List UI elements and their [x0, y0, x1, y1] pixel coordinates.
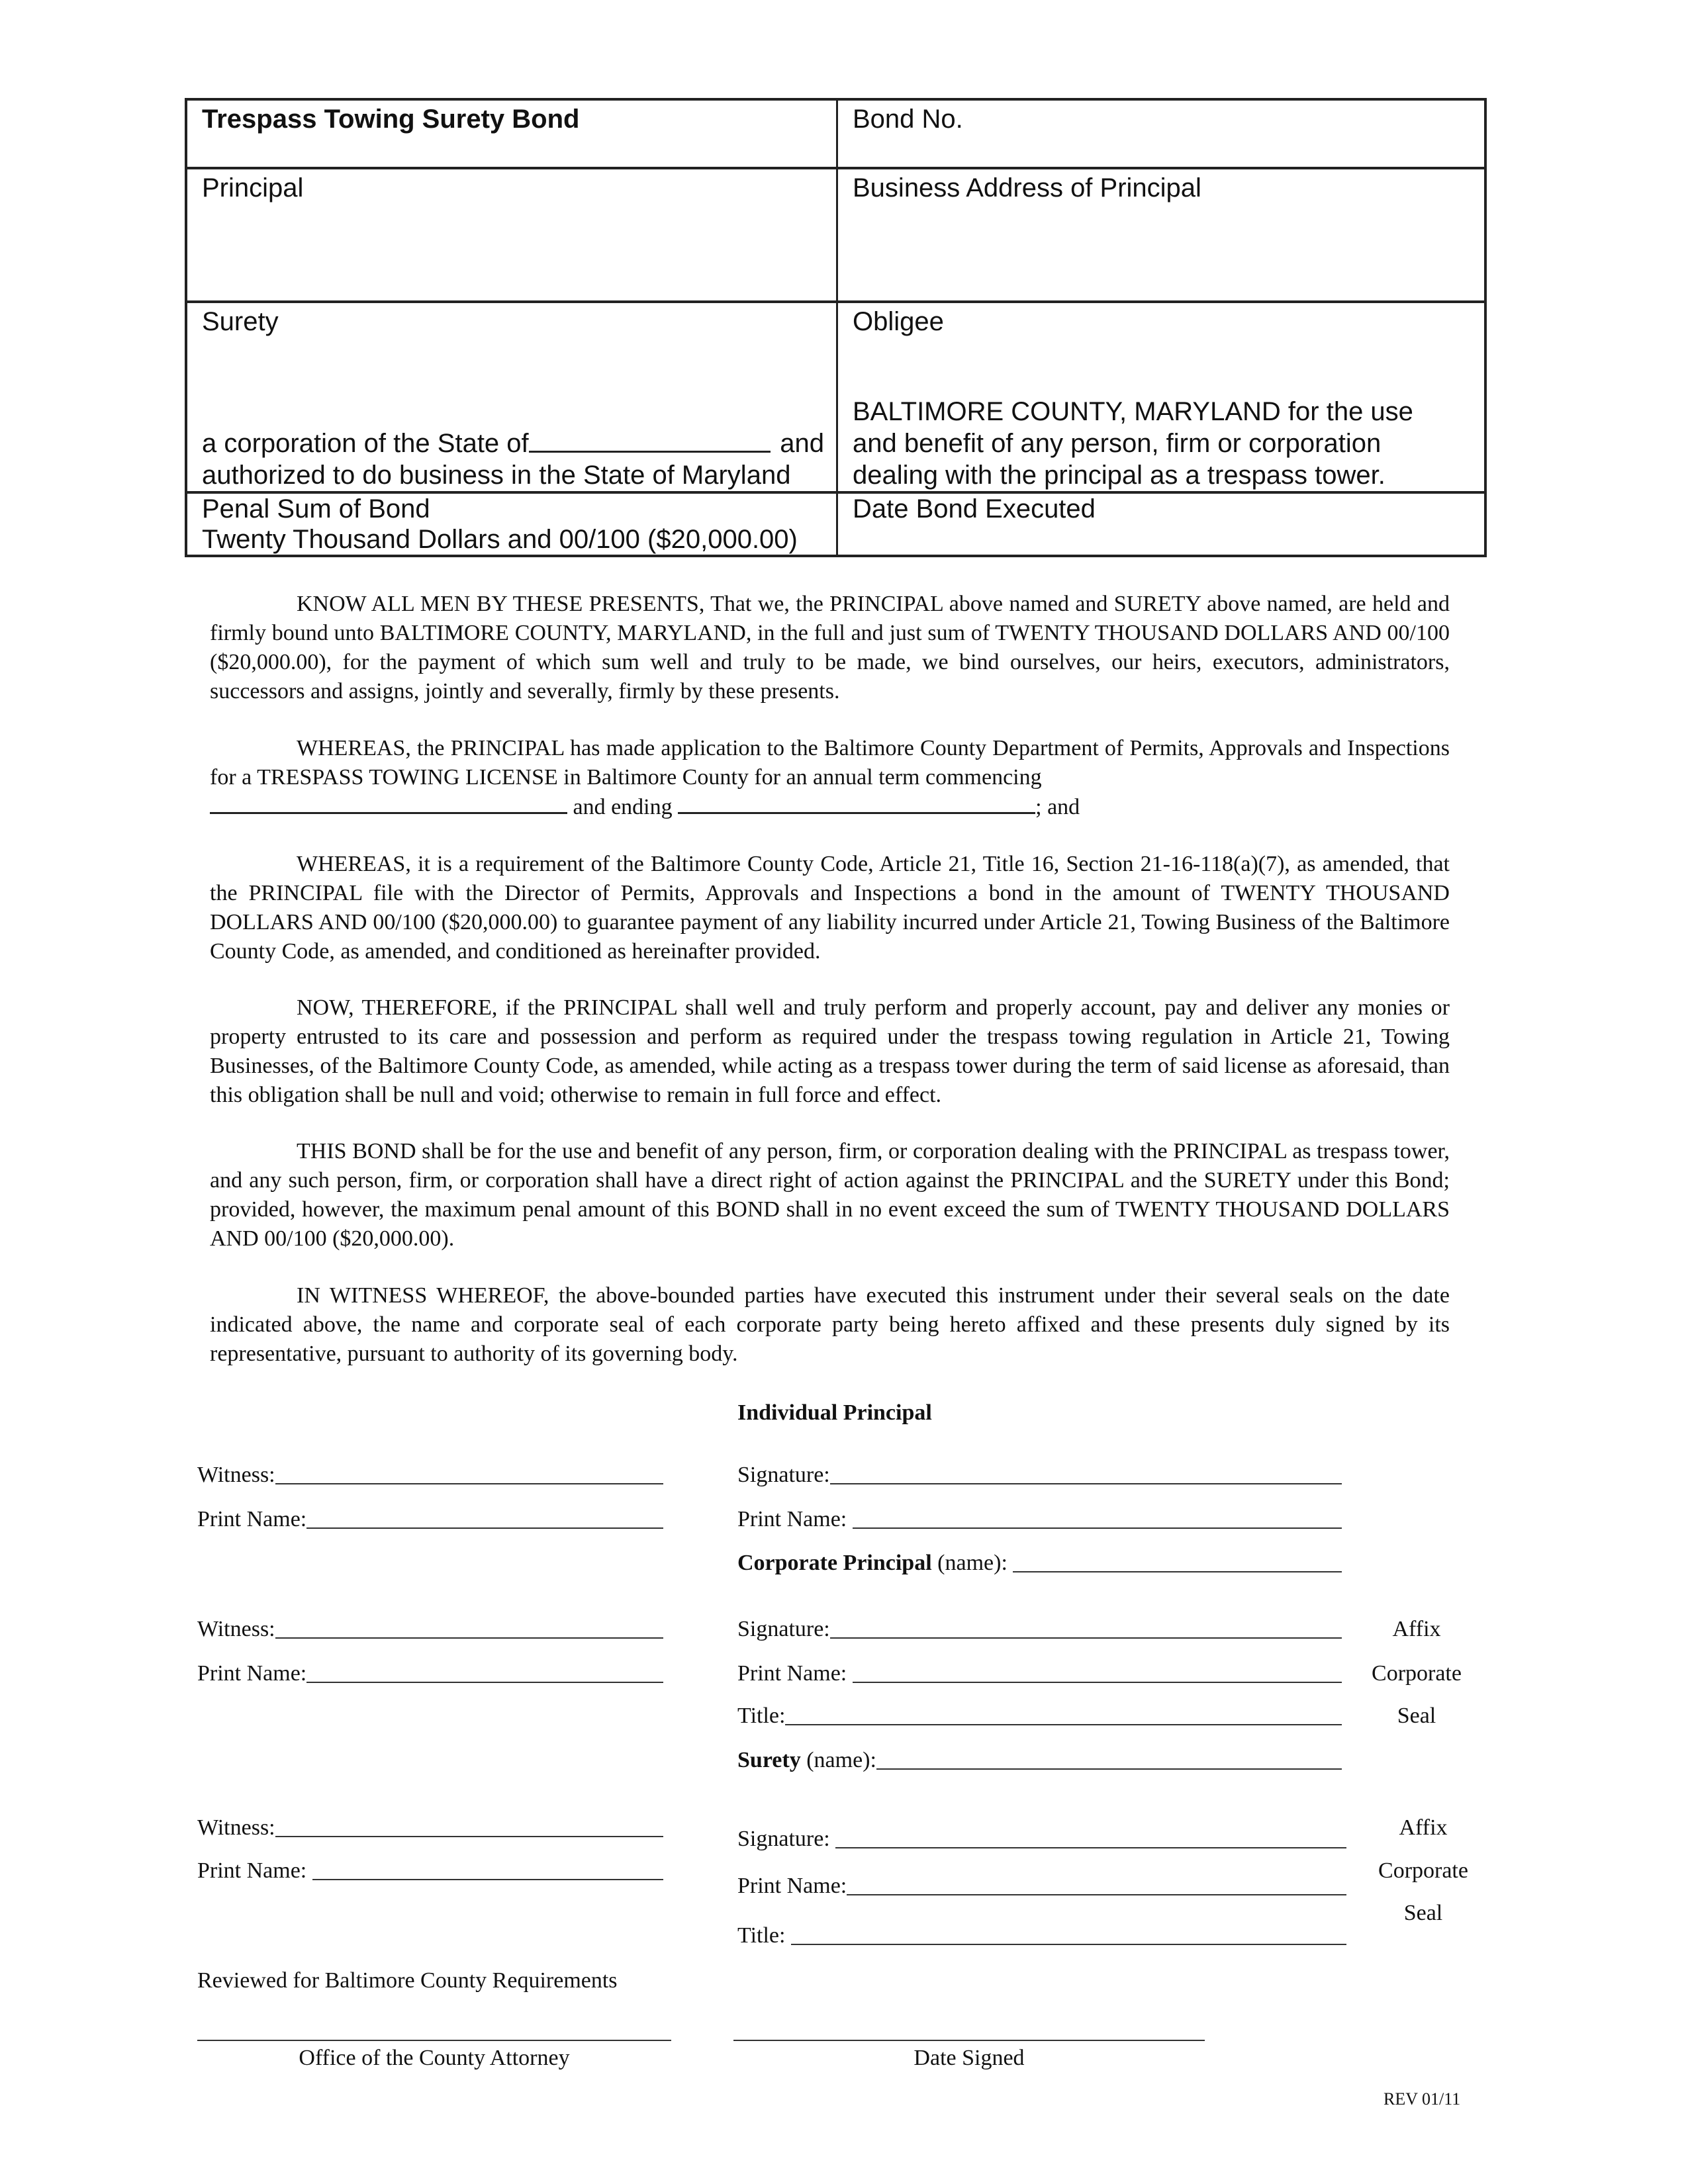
bond-text-p1 [210, 590, 1450, 706]
corporate-title-field[interactable] [737, 1702, 1342, 1731]
title-label: Title: [737, 1704, 786, 1728]
witness-label: Witness: [197, 1815, 275, 1840]
seal-text: Seal [1397, 1704, 1436, 1728]
signature-line [830, 1483, 1342, 1484]
signature-line [275, 1637, 663, 1639]
signature-line [853, 1527, 1342, 1529]
signature-line [847, 1894, 1346, 1895]
paragraph-in-witness: IN WITNESS WHEREOF, the above-bounded parties have executed this instrument under their several seals on the date indicated above, the name and corporate seal of each corporate party being hereto affixed and these presents duly signed by its representative, pursuant to authority of its governing body. [210, 1283, 1450, 1366]
title-label: Title: [737, 1923, 786, 1948]
obligee-label: Obligee [853, 307, 944, 336]
date-signed-label: Date Signed [914, 2046, 1025, 2070]
signature-line [785, 1724, 1342, 1725]
print-name-label: Print Name: [737, 1507, 847, 1531]
surety-name-field[interactable] [737, 1746, 1342, 1775]
term-start-blank[interactable] [210, 792, 567, 814]
witness-1-print-name-field[interactable] [197, 1505, 663, 1534]
individual-principal-heading: Individual Principal [737, 1400, 932, 1425]
term-end-blank[interactable] [678, 792, 1035, 814]
witness-2-print-name-field[interactable] [197, 1659, 663, 1688]
signature-line [306, 1527, 663, 1529]
surety-print-name-field[interactable] [737, 1872, 1346, 1901]
signature-label: Signature: [737, 1617, 830, 1641]
signature-line [275, 1836, 663, 1837]
paragraph-now-therefore: NOW, THEREFORE, if the PRINCIPAL shall well and truly perform and properly account, pay and deliver any monies or property entrusted to its care and possession and perform as required under the trespass towing regulation in Article 21, Towing Businesses, of the Baltimore County Code, as amended, while acting as a trespass tower during the term of said license as aforesaid, than this obligation shall be null and void; otherwise to remain in full force and effect. [210, 995, 1450, 1107]
penal-sum-cell [187, 494, 836, 557]
bond-title: Trespass Towing Surety Bond [202, 105, 580, 134]
signature-line [853, 1682, 1342, 1683]
witness-3-field[interactable] [197, 1813, 663, 1843]
name-suffix: (name): [937, 1551, 1008, 1575]
signature-line [830, 1637, 1342, 1639]
witness-3-print-name-field[interactable] [197, 1856, 663, 1886]
signature-line [306, 1682, 663, 1683]
print-name-label: Print Name: [197, 1507, 307, 1531]
obligee-text: BALTIMORE COUNTY, MARYLAND for the use and benefit of any person, firm or corporation dealing with the principal as a trespass tower. [853, 397, 1413, 490]
individual-signature-field[interactable] [737, 1461, 1342, 1490]
paragraph-know-all-men: KNOW ALL MEN BY THESE PRESENTS, That we, the PRINCIPAL above named and SURETY above named, are held and firmly bound unto BALTIMORE COUNTY, MARYLAND, in the full and just sum of TWENTY THOUSAND DOLLARS AND 00/100 ($20,000.00), for the payment of which sum well and truly to be made, we bind ourselves, our heirs, executors, administrators, successors and assigns, jointly and severally, firmly by these presents. [210, 592, 1450, 704]
surety-field[interactable] [187, 303, 836, 491]
business-address-label: Business Address of Principal [853, 173, 1201, 203]
surety-state-text: a corporation of the State of [202, 429, 529, 458]
name-suffix: (name): [806, 1748, 876, 1772]
signature-label: Signature: [737, 1827, 830, 1851]
corporate-signature-field[interactable] [737, 1615, 1342, 1644]
witness-label: Witness: [197, 1617, 275, 1641]
bond-no-field[interactable] [838, 101, 1487, 138]
corporate-seal-text: Corporate [1378, 1858, 1468, 1883]
date-signed-line[interactable] [733, 2012, 1205, 2041]
county-attorney-signature-line[interactable] [197, 2012, 671, 2041]
corporate-principal-label: Corporate Principal [737, 1551, 932, 1575]
individual-print-name-field[interactable] [737, 1505, 1342, 1534]
signature-label: Signature: [737, 1463, 830, 1487]
affix-seal-text: Affix [1392, 1617, 1441, 1641]
obligee-field [838, 303, 1487, 491]
date-executed-field[interactable] [838, 494, 1487, 527]
surety-and-text: and [780, 429, 824, 458]
bond-no-label: Bond No. [853, 105, 963, 134]
affix-seal-text: Affix [1399, 1815, 1448, 1840]
witness-label: Witness: [197, 1463, 275, 1487]
surety-signature-field[interactable] [737, 1825, 1346, 1854]
county-attorney-label: Office of the County Attorney [299, 2046, 570, 2070]
corporate-principal-name-field[interactable] [737, 1549, 1342, 1578]
corporate-seal-text: Corporate [1372, 1661, 1462, 1686]
witness-2-field[interactable] [197, 1615, 663, 1644]
revision-label: REV 01/11 [1383, 2089, 1461, 2109]
date-executed-label: Date Bond Executed [853, 494, 1096, 523]
signature-line [876, 1768, 1342, 1770]
print-name-label: Print Name: [197, 1661, 307, 1686]
surety-state-blank[interactable] [529, 450, 771, 453]
penal-sum-label: Penal Sum of Bond [202, 494, 430, 523]
surety-title-field[interactable] [737, 1921, 1346, 1950]
surety-label: Surety [202, 307, 279, 336]
signature-line [275, 1483, 663, 1484]
business-address-field[interactable] [838, 169, 1487, 300]
principal-label: Principal [202, 173, 304, 203]
signature-line [312, 1879, 663, 1880]
surety-label: Surety [737, 1748, 801, 1772]
print-name-label: Print Name: [737, 1661, 847, 1686]
bond-title-cell [187, 101, 836, 138]
print-name-label: Print Name: [197, 1858, 307, 1883]
seal-text: Seal [1403, 1901, 1443, 1925]
bond-text-p2 [210, 734, 1450, 822]
signature-line [1013, 1571, 1342, 1572]
signature-line [835, 1847, 1346, 1848]
surety-authorized-text: authorized to do business in the State of Maryland [202, 461, 791, 490]
signature-line [791, 1944, 1346, 1945]
paragraph-whereas-application: WHEREAS, the PRINCIPAL has made application to the Baltimore County Department of Permits, Approvals and Inspections for a TRESPASS TOWING LICENSE in Baltimore County for an annual term commencing [210, 736, 1450, 790]
bond-header-table [185, 98, 1487, 557]
penal-sum-value: Twenty Thousand Dollars and 00/100 ($20,000.00) [202, 525, 798, 554]
witness-1-field[interactable] [197, 1461, 663, 1490]
reviewed-text: Reviewed for Baltimore County Requirements [197, 1968, 618, 1993]
and-ending-text: and ending [573, 795, 673, 819]
principal-field[interactable] [187, 169, 836, 300]
and-text: ; and [1035, 795, 1080, 819]
corporate-print-name-field[interactable] [737, 1659, 1342, 1688]
print-name-label: Print Name: [737, 1874, 847, 1898]
paragraph-whereas-requirement: WHEREAS, it is a requirement of the Baltimore County Code, Article 21, Title 16, Section 21-16-118(a)(7), as amended, that the PRINCIPAL file with the Director of Permits, Approvals and Inspections a bond in the amount of TWENTY THOUSAND DOLLARS AND 00/100 ($20,000.00) to guarantee payment of any liability incurred under Article 21, Towing Business of the Baltimore County Code, as amended, and conditioned as hereinafter provided. [210, 852, 1450, 964]
paragraph-this-bond: THIS BOND shall be for the use and benefit of any person, firm, or corporation dealing with the PRINCIPAL as trespass tower, and any such person, firm, or corporation shall have a direct right of action against the PRINCIPAL and the SURETY under this Bond; provided, however, the maximum penal amount of this BOND shall in no event exceed the sum of TWENTY THOUSAND DOLLARS AND 00/100 ($20,000.00). [210, 1139, 1450, 1251]
